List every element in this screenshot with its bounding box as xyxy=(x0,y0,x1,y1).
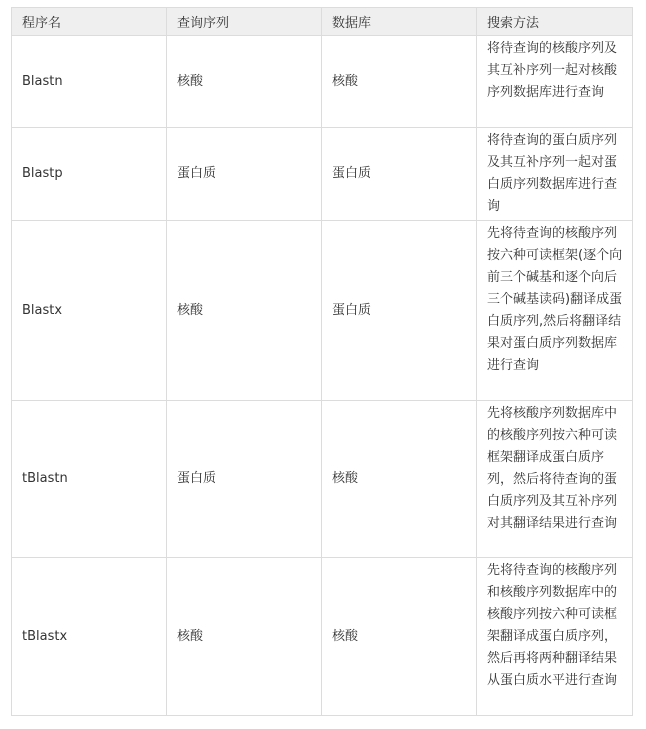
cell-database: 核酸 xyxy=(322,401,477,558)
header-search-method: 搜索方法 xyxy=(477,8,633,36)
cell-search-method: 将待查询的核酸序列及其互补序列一起对核酸序列数据库进行查询 xyxy=(477,36,633,128)
cell-query-sequence: 核酸 xyxy=(167,558,322,716)
cell-search-method: 先将核酸序列数据库中的核酸序列按六种可读框架翻译成蛋白质序列，然后将待查询的蛋白质序列及其互补序列对其翻译结果进行查询 xyxy=(477,401,633,558)
table-row xyxy=(12,128,633,221)
header-query-sequence: 查询序列 xyxy=(167,8,322,36)
cell-database: 蛋白质 xyxy=(322,221,477,401)
cell-program: Blastp xyxy=(12,128,167,221)
cell-search-method: 先将待查询的核酸序列按六种可读框架(逐个向前三个碱基和逐个向后三个碱基读码)翻译成蛋白质序列,然后将翻译结果对蛋白质序列数据库进行查询 xyxy=(477,221,633,401)
table-row xyxy=(12,221,633,401)
blast-programs-table xyxy=(11,7,633,716)
table-body xyxy=(12,36,633,716)
header-program: 程序名 xyxy=(12,8,167,36)
cell-query-sequence: 核酸 xyxy=(167,36,322,128)
table-row xyxy=(12,36,633,128)
table-header xyxy=(12,8,633,36)
header-database: 数据库 xyxy=(322,8,477,36)
table-row xyxy=(12,558,633,716)
cell-database: 核酸 xyxy=(322,558,477,716)
header-row xyxy=(12,8,633,36)
table-row xyxy=(12,401,633,558)
cell-query-sequence: 核酸 xyxy=(167,221,322,401)
cell-database: 核酸 xyxy=(322,36,477,128)
cell-query-sequence: 蛋白质 xyxy=(167,128,322,221)
cell-database: 蛋白质 xyxy=(322,128,477,221)
cell-query-sequence: 蛋白质 xyxy=(167,401,322,558)
cell-program: Blastn xyxy=(12,36,167,128)
cell-program: Blastx xyxy=(12,221,167,401)
cell-program: tBlastx xyxy=(12,558,167,716)
cell-program: tBlastn xyxy=(12,401,167,558)
cell-search-method: 先将待查询的核酸序列和核酸序列数据库中的核酸序列按六种可读框架翻译成蛋白质序列，然后再将两种翻译结果从蛋白质水平进行查询 xyxy=(477,558,633,716)
cell-search-method: 将待查询的蛋白质序列及其互补序列一起对蛋白质序列数据库进行查询 xyxy=(477,128,633,221)
